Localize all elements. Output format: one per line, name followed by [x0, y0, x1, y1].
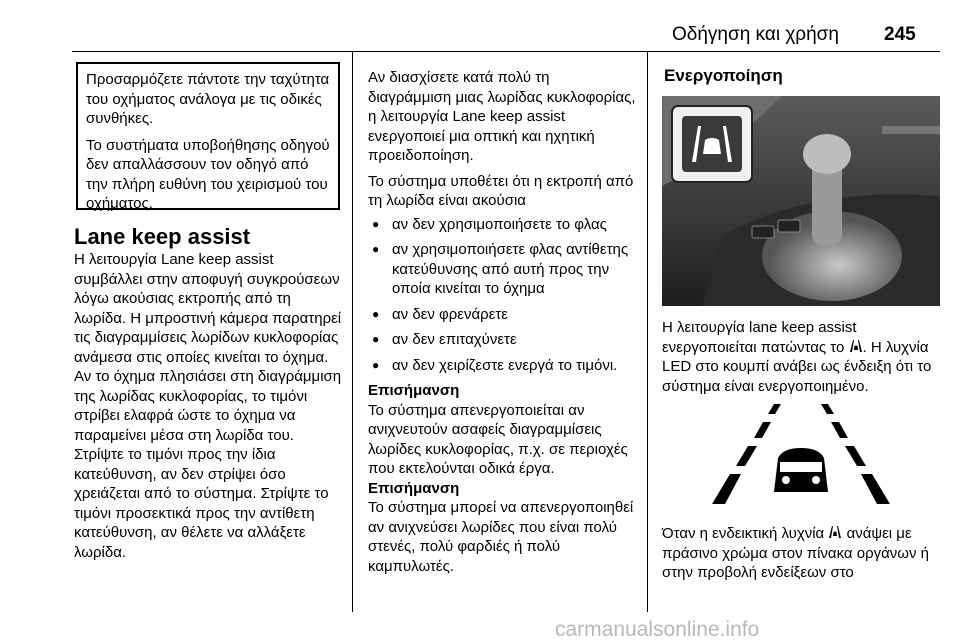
- page-number: 245: [884, 24, 916, 45]
- console-photo: [662, 96, 940, 306]
- indicator-text-part-2: ανάψει με πράσινο χρώμα στον πίνακα οργάνων ή στην προβολή ενδείξεων στο: [662, 525, 930, 581]
- page-header-title: Οδήγηση και χρήση: [672, 24, 839, 45]
- section-body: [74, 250, 342, 562]
- lane-keep-icon: [828, 524, 842, 544]
- list-item: ● αν χρησιμοποιήσετε φλας αντίθετης κατεύθυνσης από αυτή προς την οποία κινείται το όχημα: [368, 240, 636, 299]
- list-item: ● αν δεν φρενάρετε: [368, 305, 636, 325]
- lane-indicator-figure: [662, 392, 940, 518]
- notice-text-1: Προσαρμόζετε πάντοτε την ταχύτητα του οχήματος ανάλογα με τις οδικές συνθήκες.: [86, 71, 330, 127]
- notice-text-2: Το συστήματα υποβοήθησης οδηγού δεν απαλλάσσουν τον οδηγό από την πλήρη ευθύνη του χειρισμού του οχήματος.: [86, 136, 330, 212]
- list-item: ● αν δεν επιταχύνετε: [368, 330, 636, 350]
- indicator-text: [662, 524, 940, 583]
- middle-paragraph-1: Αν διασχίσετε κατά πολύ τη διαγράμμιση μιας λωρίδας κυκλοφορίας, η λειτουργία Lane keep assist ενεργοποιεί μια οπτική και ηχητική προειδοποίηση.: [368, 69, 636, 164]
- middle-paragraph-2: Το σύστημα υποθέτει ότι η εκτροπή από τη λωρίδα είναι ακούσια: [368, 172, 634, 209]
- note-text-2: Το σύστημα μπορεί να απενεργοποιηθεί αν ανιχνεύσει λωρίδες που είναι πολύ στενές, πολύ φαρδιές ή πολύ καμπυλωτές.: [368, 499, 634, 575]
- column-divider-2: [647, 52, 648, 612]
- activation-text: [662, 318, 940, 396]
- activation-heading: Ενεργοποίηση: [664, 66, 783, 85]
- column-divider-1: [352, 52, 353, 612]
- section-heading: Lane keep assist: [74, 224, 251, 249]
- note-label-1: Επισήμανση: [368, 382, 460, 399]
- indicator-text-part-1: Όταν η ενδεικτική λυχνία: [662, 525, 825, 542]
- watermark: carmanualsonline.info: [555, 618, 760, 641]
- list-item: ● αν δεν χειρίζεστε ενεργά το τιμόνι.: [368, 356, 636, 376]
- note-text-1: Το σύστημα απενεργοποιείται αν ανιχνευτούν ασαφείς διαγραμμίσεις λωρίδες κυκλοφορίας, π.χ. σε περιοχές που εκτελούνται οδικά έργα.: [368, 401, 628, 477]
- lane-keep-icon: [849, 338, 863, 358]
- lane-keep-icon: [712, 404, 890, 504]
- header-rule: [72, 51, 940, 52]
- list-item: ● αν δεν χρησιμοποιήσετε το φλας: [368, 215, 636, 235]
- activation-text-part-2: . Η λυχνία LED στο κουμπί ανάβει ως ένδειξη ότι το σύστημα είναι ενεργοποιημένο.: [662, 338, 932, 395]
- notice-box: [76, 62, 340, 210]
- activation-text-part-1: Η λειτουργία lane keep assist ενεργοποιείται πατώντας το: [662, 319, 857, 356]
- note-label-2: Επισήμανση: [368, 479, 460, 497]
- condition-list: [368, 215, 636, 376]
- section-body-text: Η λειτουργία Lane keep assist συμβάλλει στην αποφυγή συγκρούσεων λόγω ακούσιας εκτροπής από τη λωρίδα. Η μπροστινή κάμερα παρατηρεί τις διαγραμμίσεις λωρίδων κυκλοφορίας ανάμεσα στις οποίες κινείται το όχημα. Αν το όχημα πλησιάσει στη διαγράμμιση της λωρίδας κυκλοφορίας, το τιμόνι στρίβει ελαφρά ώστε το όχημα να παραμείνει μέσα στη λωρίδα του. Στρίψτε το τιμόνι προς την ίδια κατεύθυνση, αν δεν στρίψει όσο χρειάζεται από το σύστημα. Στρίψτε το τιμόνι προσεκτικά προς την αντίθετη κατεύθυνση, αν θέλετε να αλλάξετε λωρίδα.: [74, 251, 342, 561]
- middle-column: [368, 68, 636, 576]
